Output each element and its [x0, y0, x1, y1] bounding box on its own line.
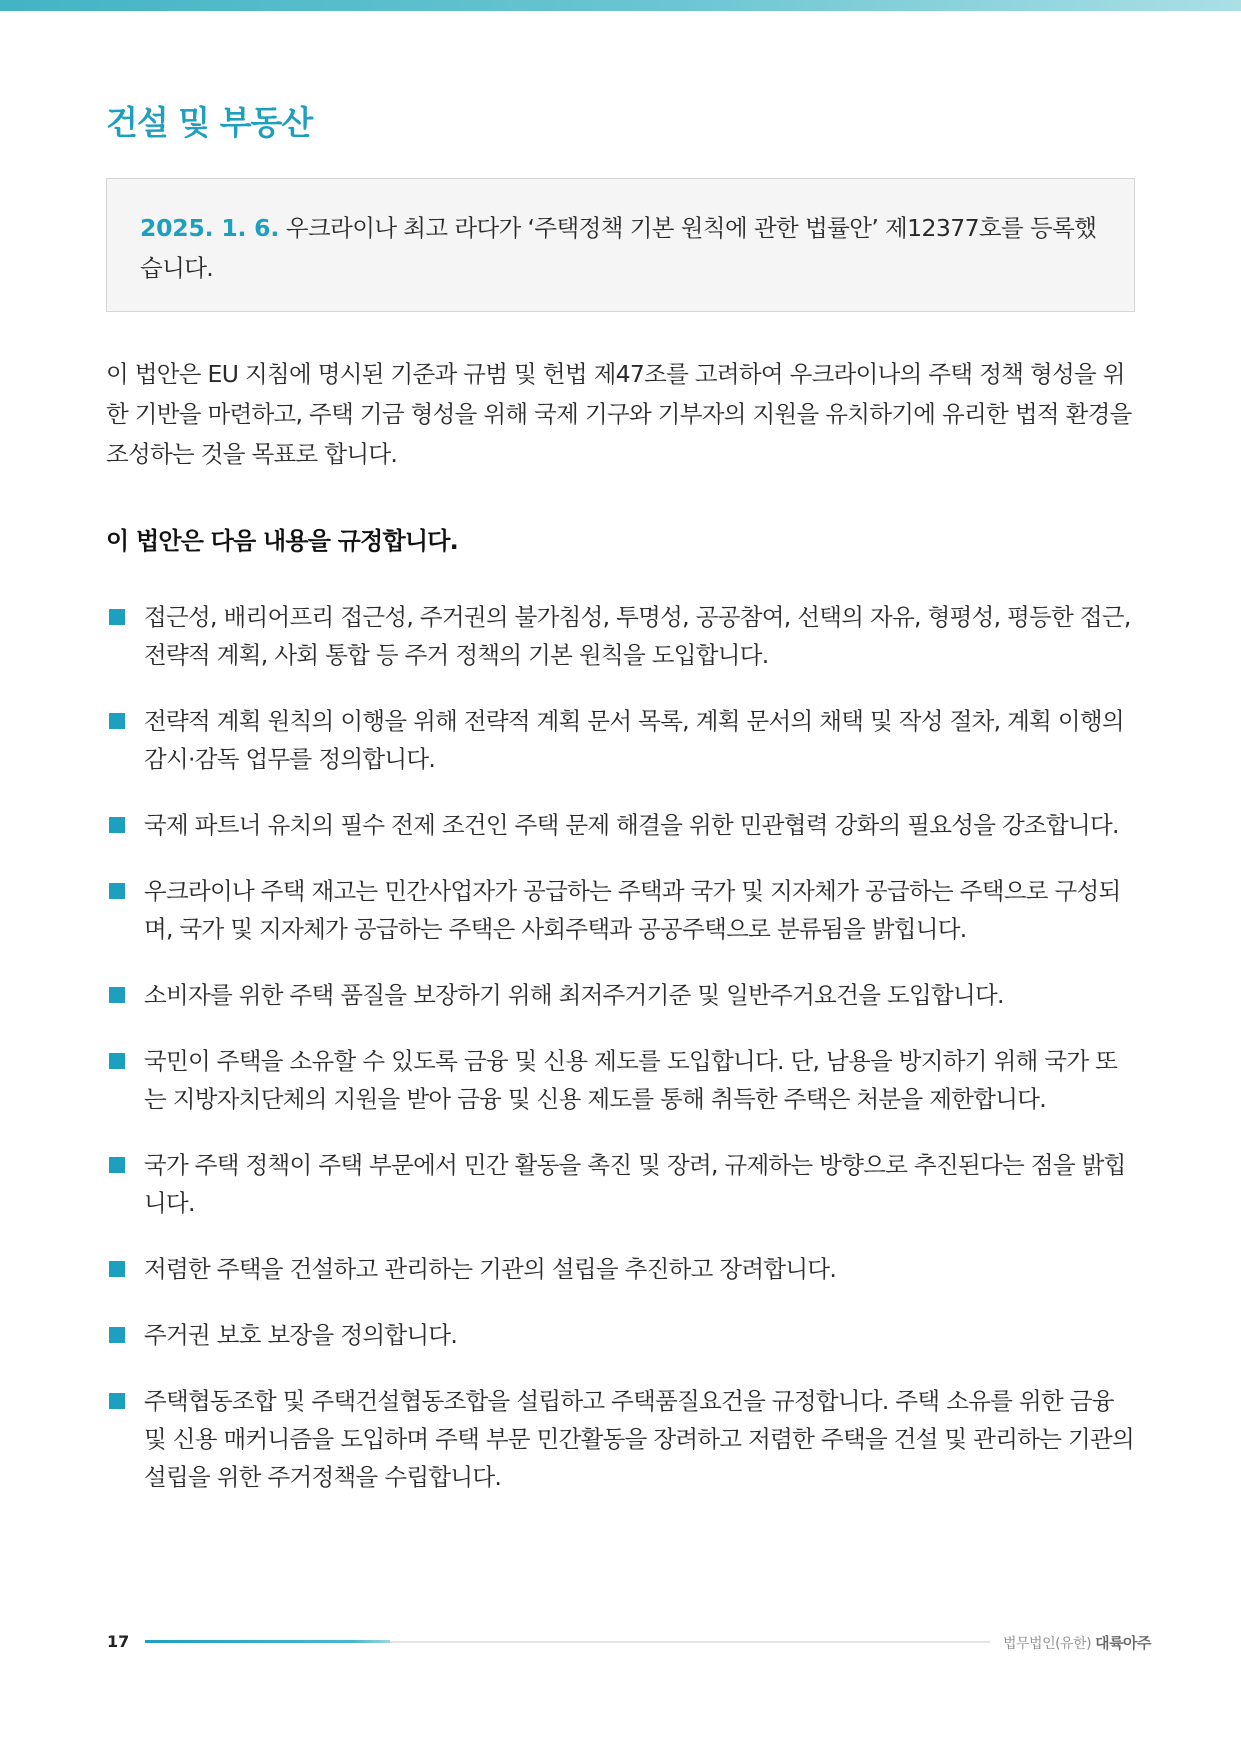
list-item — [106, 598, 1136, 674]
list-item-text: 국제 파트너 유치의 필수 전제 조건인 주택 문제 해결을 위한 민관협력 강화의 필요성을 강조합니다. — [144, 811, 1119, 839]
summary-text: 우크라이나 최고 라다가 ‘주택정책 기본 원칙에 관한 법률안’ 제12377호를 등록했습니다. — [140, 214, 1097, 282]
list-item-text: 국가 주택 정책이 주택 부문에서 민간 활동을 촉진 및 장려, 규제하는 방향으로 추진된다는 점을 밝힙니다. — [144, 1151, 1126, 1217]
list-item-text: 저렴한 주택을 건설하고 관리하는 기관의 설립을 추진하고 장려합니다. — [144, 1255, 837, 1283]
footer-firm-name — [1003, 1632, 1151, 1653]
list-item — [106, 1250, 1136, 1288]
summary-date: 2025. 1. 6. — [140, 214, 280, 242]
intro-paragraph: 이 법안은 EU 지침에 명시된 기준과 규범 및 헌법 제47조를 고려하여 우크라이나의 주택 정책 형성을 위한 기반을 마련하고, 주택 기금 형성을 위해 국제 기구와 기부자의 지원을 유치하기에 유리한 법적 환경을 조성하는 것을 목표로 합니다. — [106, 360, 1132, 468]
square-bullet-icon — [109, 883, 125, 899]
top-accent-bar — [0, 0, 1241, 11]
page-number: 17 — [107, 1632, 130, 1651]
section-title: 건설 및 부동산 — [106, 103, 313, 142]
square-bullet-icon — [109, 817, 125, 833]
square-bullet-icon — [109, 713, 125, 729]
square-bullet-icon — [109, 987, 125, 1003]
list-item-text: 국민이 주택을 소유할 수 있도록 금융 및 신용 제도를 도입합니다. 단, 남용을 방지하기 위해 국가 또는 지방자치단체의 지원을 받아 금융 및 신용 제도를 통해 취득한 주택은 처분을 제한합니다. — [144, 1047, 1118, 1113]
square-bullet-icon — [109, 1157, 125, 1173]
list-item-text: 주택협동조합 및 주택건설협동조합을 설립하고 주택품질요건을 규정합니다. 주택 소유를 위한 금융 및 신용 매커니즘을 도입하며 주택 부문 민간활동을 장려하고 저렴한 주택을 건설 및 관리하는 기관의 설립을 위한 주거정책을 수립합니다. — [144, 1387, 1135, 1491]
list-item-text: 전략적 계획 원칙의 이행을 위해 전략적 계획 문서 목록, 계획 문서의 채택 및 작성 절차, 계획 이행의 감시·감독 업무를 정의합니다. — [144, 707, 1124, 773]
square-bullet-icon — [109, 609, 125, 625]
list-item — [106, 1146, 1136, 1222]
footer-divider-accent — [145, 1640, 390, 1643]
list-item-text: 주거권 보호 보장을 정의합니다. — [144, 1321, 458, 1349]
square-bullet-icon — [109, 1327, 125, 1343]
list-item — [106, 806, 1136, 844]
list-item — [106, 1042, 1136, 1118]
list-item-text: 소비자를 위한 주택 품질을 보장하기 위해 최저주거기준 및 일반주거요건을 도입합니다. — [144, 981, 1004, 1009]
list-item-text: 우크라이나 주택 재고는 민간사업자가 공급하는 주택과 국가 및 지자체가 공급하는 주택으로 구성되며, 국가 및 지자체가 공급하는 주택은 사회주택과 공공주택으로 분류됨을 밝힙니다. — [144, 877, 1121, 943]
firm-name: 대륙아주 — [1095, 1634, 1152, 1652]
summary-box — [106, 178, 1135, 312]
square-bullet-icon — [109, 1261, 125, 1277]
firm-prefix: 법무법인(유한) — [1003, 1636, 1092, 1652]
list-item — [106, 702, 1136, 778]
square-bullet-icon — [109, 1393, 125, 1409]
list-item — [106, 976, 1136, 1014]
provisions-heading: 이 법안은 다음 내용을 규정합니다. — [106, 527, 458, 555]
list-item — [106, 1316, 1136, 1354]
square-bullet-icon — [109, 1053, 125, 1069]
list-item — [106, 872, 1136, 948]
list-item-text: 접근성, 배리어프리 접근성, 주거권의 불가침성, 투명성, 공공참여, 선택의 자유, 형평성, 평등한 접근, 전략적 계획, 사회 통합 등 주거 정책의 기본 원칙을 도입합니다. — [144, 603, 1131, 669]
list-item — [106, 1382, 1136, 1496]
provisions-list — [106, 598, 1136, 1524]
